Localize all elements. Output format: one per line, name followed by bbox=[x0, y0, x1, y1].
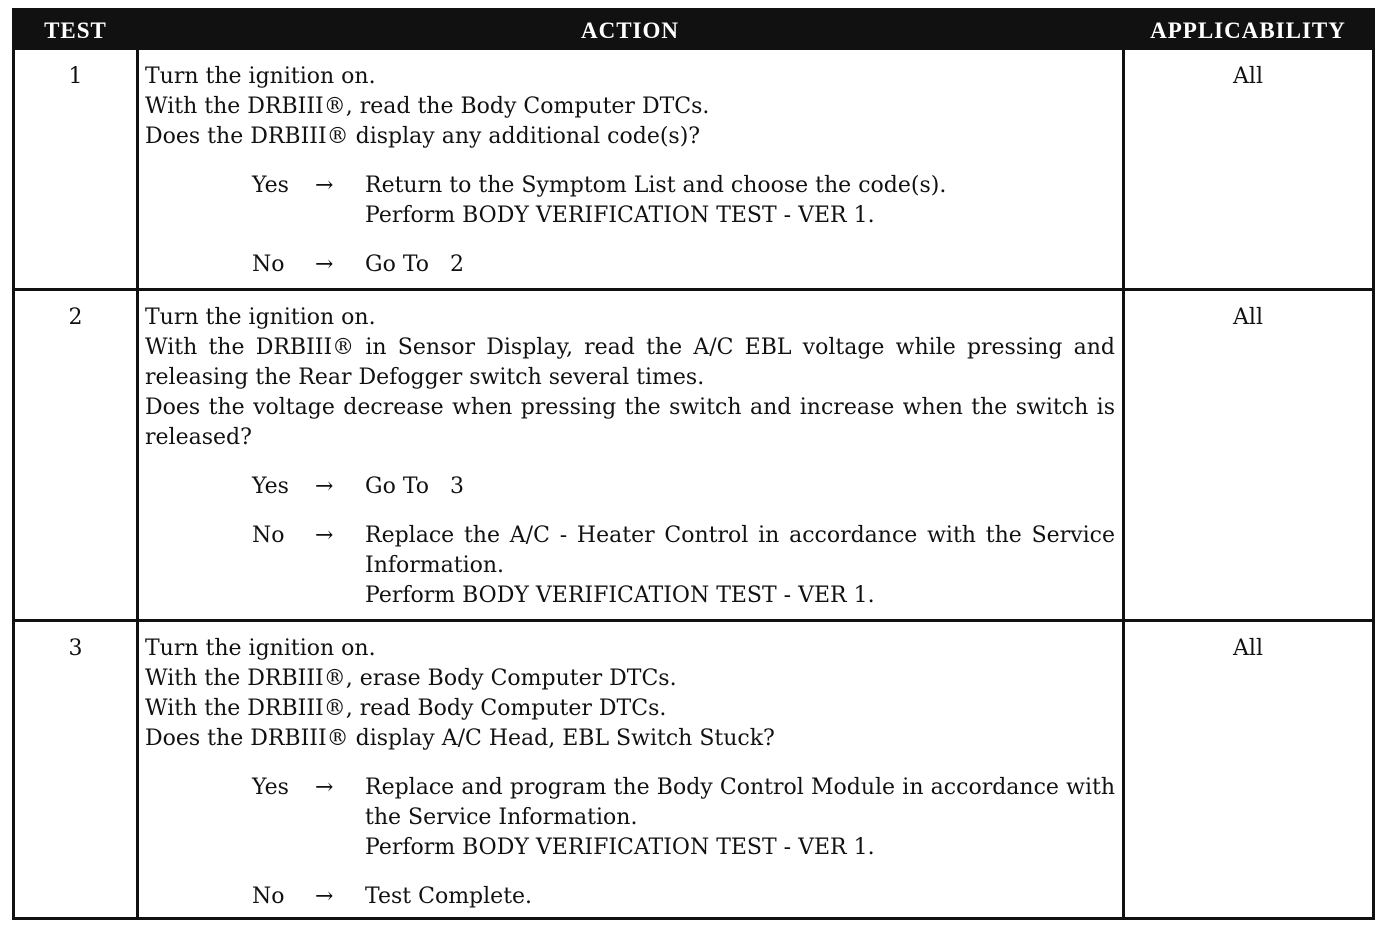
question-line: With the DRBIII®, read Body Computer DTCs. bbox=[145, 696, 667, 721]
applicability-cell: All bbox=[1233, 64, 1263, 89]
no-label: No bbox=[252, 523, 285, 548]
table-row bbox=[15, 291, 1372, 619]
applicability-cell: All bbox=[1233, 636, 1263, 661]
yes-result bbox=[365, 171, 1115, 231]
no-result bbox=[365, 882, 1115, 912]
result-line: Replace and program the Body Control Module in accordance with the Service Information. bbox=[365, 775, 1115, 830]
no-option bbox=[145, 250, 1115, 280]
question-line: Turn the ignition on. bbox=[145, 636, 376, 661]
no-label: No bbox=[252, 884, 285, 909]
header-action: ACTION bbox=[580, 18, 679, 43]
yes-result bbox=[365, 773, 1115, 863]
result-line: Replace the A/C - Heater Control in accordance with the Service Information. bbox=[365, 523, 1115, 578]
result-line: Go To 2 bbox=[365, 252, 464, 277]
arrow-icon: → bbox=[315, 252, 334, 277]
test-number: 3 bbox=[68, 636, 83, 661]
test-number: 1 bbox=[68, 64, 83, 89]
result-line: Perform BODY VERIFICATION TEST - VER 1. bbox=[365, 203, 875, 228]
yes-option bbox=[145, 472, 1115, 502]
no-option bbox=[145, 882, 1115, 912]
arrow-icon: → bbox=[315, 474, 334, 499]
diagnostic-test-table bbox=[12, 8, 1375, 920]
result-line: Go To 3 bbox=[365, 474, 464, 499]
result-line: Perform BODY VERIFICATION TEST - VER 1. bbox=[365, 835, 875, 860]
arrow-icon: → bbox=[315, 884, 334, 909]
no-option bbox=[145, 521, 1115, 611]
arrow-icon: → bbox=[315, 173, 334, 198]
action-cell bbox=[145, 62, 1115, 280]
yes-label: Yes bbox=[252, 173, 289, 198]
action-cell bbox=[145, 303, 1115, 611]
question-line: Does the DRBIII® display any additional code(s)? bbox=[145, 124, 701, 149]
question-line: Turn the ignition on. bbox=[145, 64, 376, 89]
question-line: With the DRBIII® in Sensor Display, read the A/C EBL voltage while pressing and releasing the Rear Defogger switch several times. bbox=[145, 335, 1115, 390]
applicability-cell: All bbox=[1233, 305, 1263, 330]
no-result bbox=[365, 250, 1115, 280]
no-result bbox=[365, 521, 1115, 611]
question-line: With the DRBIII®, erase Body Computer DTCs. bbox=[145, 666, 677, 691]
question-line: With the DRBIII®, read the Body Computer DTCs. bbox=[145, 94, 710, 119]
result-line: Return to the Symptom List and choose the code(s). bbox=[365, 173, 947, 198]
result-line: Perform BODY VERIFICATION TEST - VER 1. bbox=[365, 583, 875, 608]
result-line: Test Complete. bbox=[365, 884, 533, 909]
question-line: Does the voltage decrease when pressing the switch and increase when the switch is released? bbox=[145, 395, 1115, 450]
header-applicability: APPLICABILITY bbox=[1150, 18, 1346, 43]
table-row bbox=[15, 50, 1372, 288]
yes-label: Yes bbox=[252, 775, 289, 800]
test-number: 2 bbox=[68, 305, 83, 330]
yes-option bbox=[145, 773, 1115, 863]
arrow-icon: → bbox=[315, 775, 334, 800]
yes-option bbox=[145, 171, 1115, 231]
table-header bbox=[15, 11, 1372, 50]
header-test: TEST bbox=[44, 18, 107, 43]
question-line: Turn the ignition on. bbox=[145, 305, 376, 330]
action-cell bbox=[145, 634, 1115, 912]
question-line: Does the DRBIII® display A/C Head, EBL Switch Stuck? bbox=[145, 726, 775, 751]
yes-label: Yes bbox=[252, 474, 289, 499]
arrow-icon: → bbox=[315, 523, 334, 548]
yes-result bbox=[365, 472, 1115, 502]
no-label: No bbox=[252, 252, 285, 277]
table-row bbox=[15, 622, 1372, 917]
